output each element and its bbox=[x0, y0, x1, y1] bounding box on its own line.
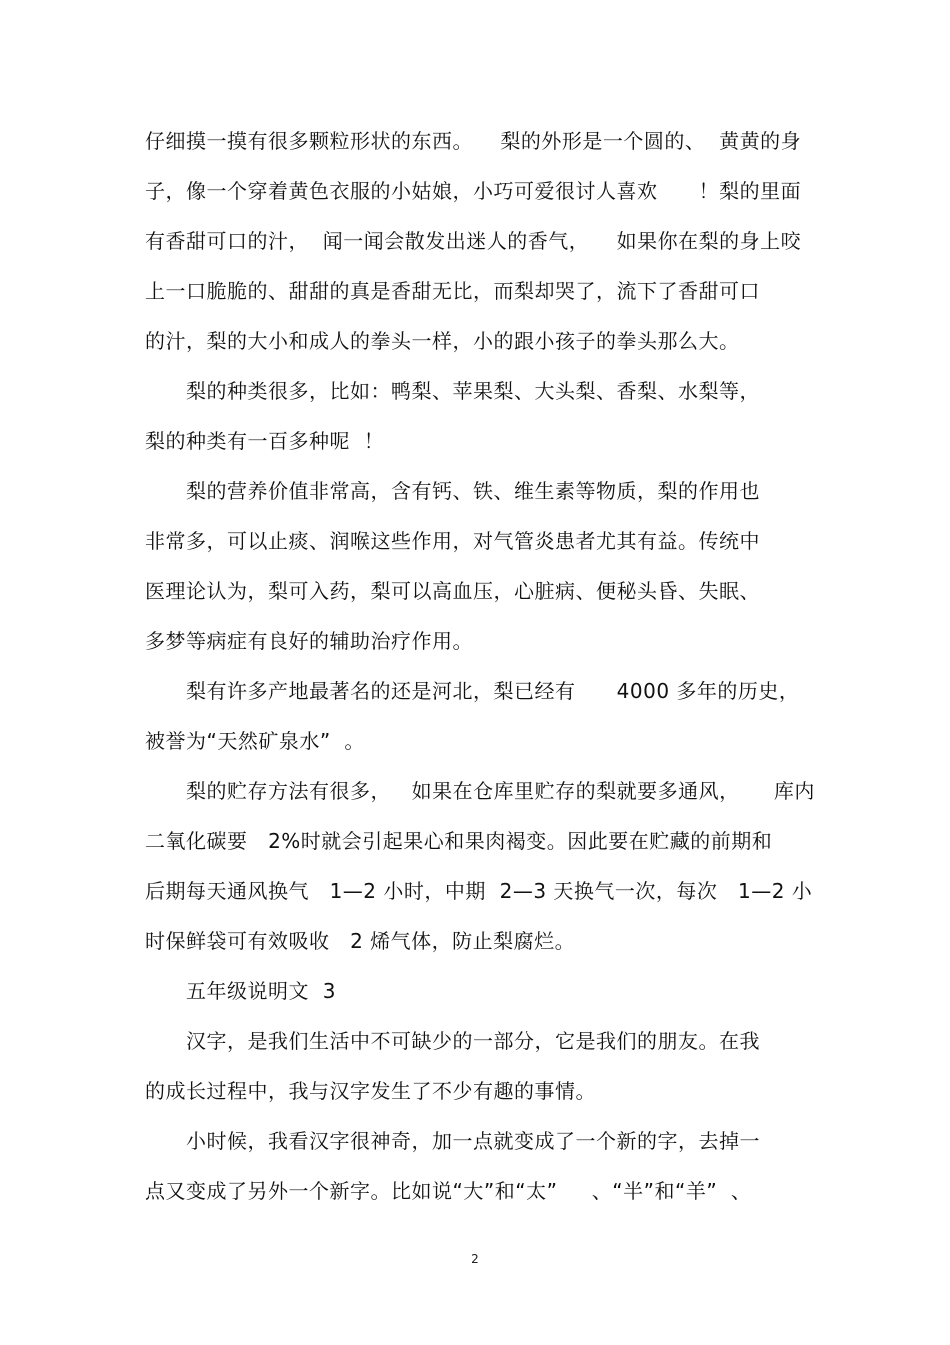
paragraph-first-line: 小时候，我看汉字很神奇，加一点就变成了一个新的字，去掉一 bbox=[186, 1129, 760, 1153]
page-number: 2 bbox=[471, 1252, 479, 1266]
paragraph-first-line: 梨的营养价值非常高，含有钙、铁、维生素等物质，梨的作用也 bbox=[186, 479, 760, 503]
paragraph-first-line: 梨的贮存方法有很多， 如果在仓库里贮存的梨就要多通风， 库内 bbox=[186, 779, 815, 803]
paragraph-first-line: 梨有许多产地最著名的还是河北，梨已经有 4000 多年的历史， bbox=[186, 679, 800, 703]
text-line: 医理论认为，梨可入药，梨可以高血压，心脏病、便秘头昏、失眠、 bbox=[145, 579, 760, 603]
text-line: 二氧化碳要 2%时就会引起果心和果肉褐变。因此要在贮藏的前期和 bbox=[145, 829, 773, 853]
paragraph-first-line: 梨的种类很多，比如：鸭梨、苹果梨、大头梨、香梨、水梨等， bbox=[186, 379, 760, 403]
text-line: 时保鲜袋可有效吸收 2 烯气体，防止梨腐烂。 bbox=[145, 929, 576, 953]
text-line: 的汁，梨的大小和成人的拳头一样，小的跟小孩子的拳头那么大。 bbox=[145, 329, 740, 353]
paragraph-first-line: 汉字，是我们生活中不可缺少的一部分，它是我们的朋友。在我 bbox=[186, 1029, 760, 1053]
text-line: 后期每天通风换气 1—2 小时，中期 2—3 天换气一次，每次 1—2 小 bbox=[145, 879, 813, 903]
text-line: 有香甜可口的汁， 闻一闻会散发出迷人的香气， 如果你在梨的身上咬 bbox=[145, 229, 802, 253]
text-line: 的成长过程中，我与汉字发生了不少有趣的事情。 bbox=[145, 1079, 596, 1103]
text-line: 梨的种类有一百多种呢 ！ bbox=[145, 429, 385, 453]
text-line: 点又变成了另外一个新字。比如说“大”和“太” 、“半”和“羊” 、 bbox=[145, 1179, 752, 1203]
text-line: 仔细摸一摸有很多颗粒形状的东西。 梨的外形是一个圆的、 黄黄的身 bbox=[145, 129, 802, 153]
text-line: 上一口脆脆的、甜甜的真是香甜无比，而梨却哭了，流下了香甜可口 bbox=[145, 279, 760, 303]
text-line: 非常多，可以止痰、润喉这些作用，对气管炎患者尤其有益。传统中 bbox=[145, 529, 760, 553]
text-line: 多梦等病症有良好的辅助治疗作用。 bbox=[145, 629, 473, 653]
text-line: 子，像一个穿着黄色衣服的小姑娘，小巧可爱很讨人喜欢 ！梨的里面 bbox=[145, 179, 802, 203]
section-heading: 五年级说明文 3 bbox=[186, 979, 336, 1003]
text-line: 被誉为“天然矿泉水” 。 bbox=[145, 729, 365, 753]
